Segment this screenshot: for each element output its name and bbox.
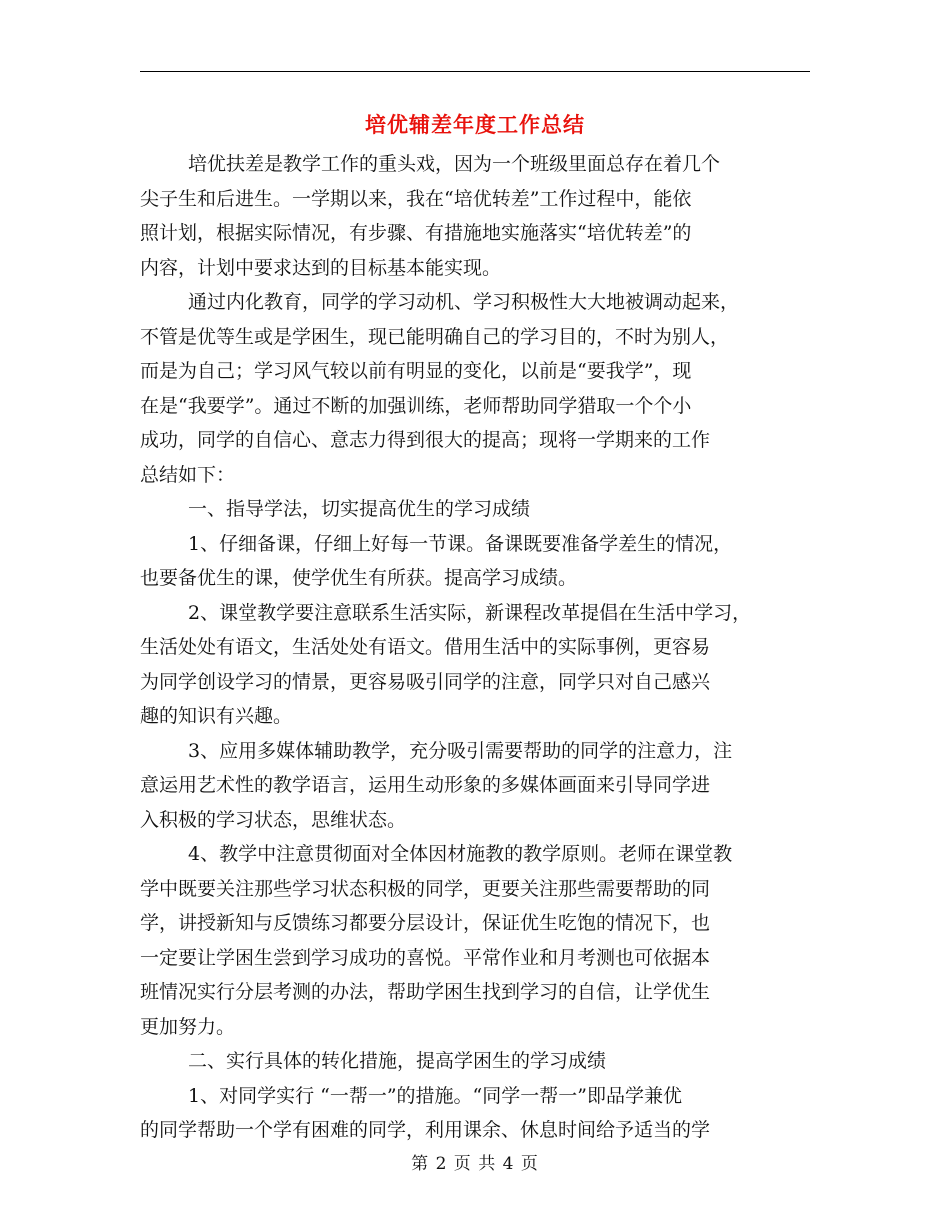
- text-line: 一、指导学法，切实提高优生的学习成绩: [188, 498, 531, 520]
- text-line: 趣的知识有兴趣。: [140, 705, 293, 727]
- text-line: 一定要让学困生尝到学习成功的喜悦。平常作业和月考测也可依据本: [140, 946, 711, 969]
- text-line: 4、教学中注意贯彻面对全体因材施教的教学原则。老师在课堂教: [188, 843, 733, 865]
- text-line: 也要备优生的课，使学优生有所获。提高学习成绩。: [140, 567, 578, 589]
- text-line: 照计划，根据实际情况，有步骤、有措施地实施落实“培优转差”的: [140, 222, 692, 244]
- text-line: 通过内化教育，同学的学习动机、学习积极性大大地被调动起来，: [188, 291, 740, 313]
- text-line: 尖子生和后进生。一学期以来，我在“培优转差”工作过程中，能依: [140, 187, 692, 210]
- text-line: 不管是优等生或是学困生，现已能明确自己的学习目的，不时为别人，: [140, 325, 730, 348]
- text-line: 的同学帮助一个学有困难的同学，利用课余、休息时间给予适当的学: [140, 1119, 711, 1141]
- text-line: 培优扶差是教学工作的重头戏，因为一个班级里面总存在着几个: [188, 153, 721, 175]
- text-line: 成功，同学的自信心、意志力得到很大的提高；现将一学期来的工作: [140, 429, 711, 451]
- text-line: 1、对同学实行 “一帮一”的措施。“同学一帮一”即品学兼优: [188, 1084, 682, 1107]
- page-number-footer: 第 2 页 共 4 页: [411, 1154, 539, 1174]
- text-line: 2、课堂教学要注意联系生活实际，新课程改革提倡在生活中学习，: [188, 601, 752, 624]
- text-line: 班情况实行分层考测的办法，帮助学困生找到学习的自信，让学优生: [140, 981, 711, 1003]
- text-line: 内容，计划中要求达到的目标基本能实现。: [140, 256, 502, 279]
- text-line: 入积极的学习状态，思维状态。: [140, 808, 407, 831]
- text-line: 更加努力。: [140, 1015, 236, 1038]
- header-rule: [140, 71, 810, 72]
- text-line: 在是“我要学”。通过不断的加强训练，老师帮助同学猎取一个个小: [140, 394, 692, 417]
- text-line: 学，讲授新知与反馈练习都要分层设计，保证优生吃饱的情况下，也: [140, 912, 711, 934]
- text-line: 二、实行具体的转化措施，提高学困生的学习成绩: [188, 1050, 607, 1072]
- text-line: 总结如下：: [140, 463, 236, 486]
- text-line: 1、仔细备课，仔细上好每一节课。备课既要准备学差生的情况，: [188, 532, 733, 555]
- text-line: 学中既要关注那些学习状态积极的同学，更要关注那些需要帮助的同: [140, 877, 711, 900]
- document-title: 培优辅差年度工作总结: [365, 112, 585, 137]
- text-line: 3、应用多媒体辅助教学，充分吸引需要帮助的同学的注意力，注: [188, 739, 733, 762]
- text-line: 意运用艺术性的教学语言，运用生动形象的多媒体画面来引导同学进: [140, 774, 711, 796]
- text-line: 生活处处有语文，生活处处有语文。借用生活中的实际事例，更容易: [140, 636, 711, 658]
- text-line: 而是为自己；学习风气较以前有明显的变化，以前是“要我学”，现: [140, 360, 692, 382]
- document-body: [140, 147, 820, 1148]
- text-line: 为同学创设学习的情景，更容易吸引同学的注意，同学只对自己感兴: [140, 670, 711, 693]
